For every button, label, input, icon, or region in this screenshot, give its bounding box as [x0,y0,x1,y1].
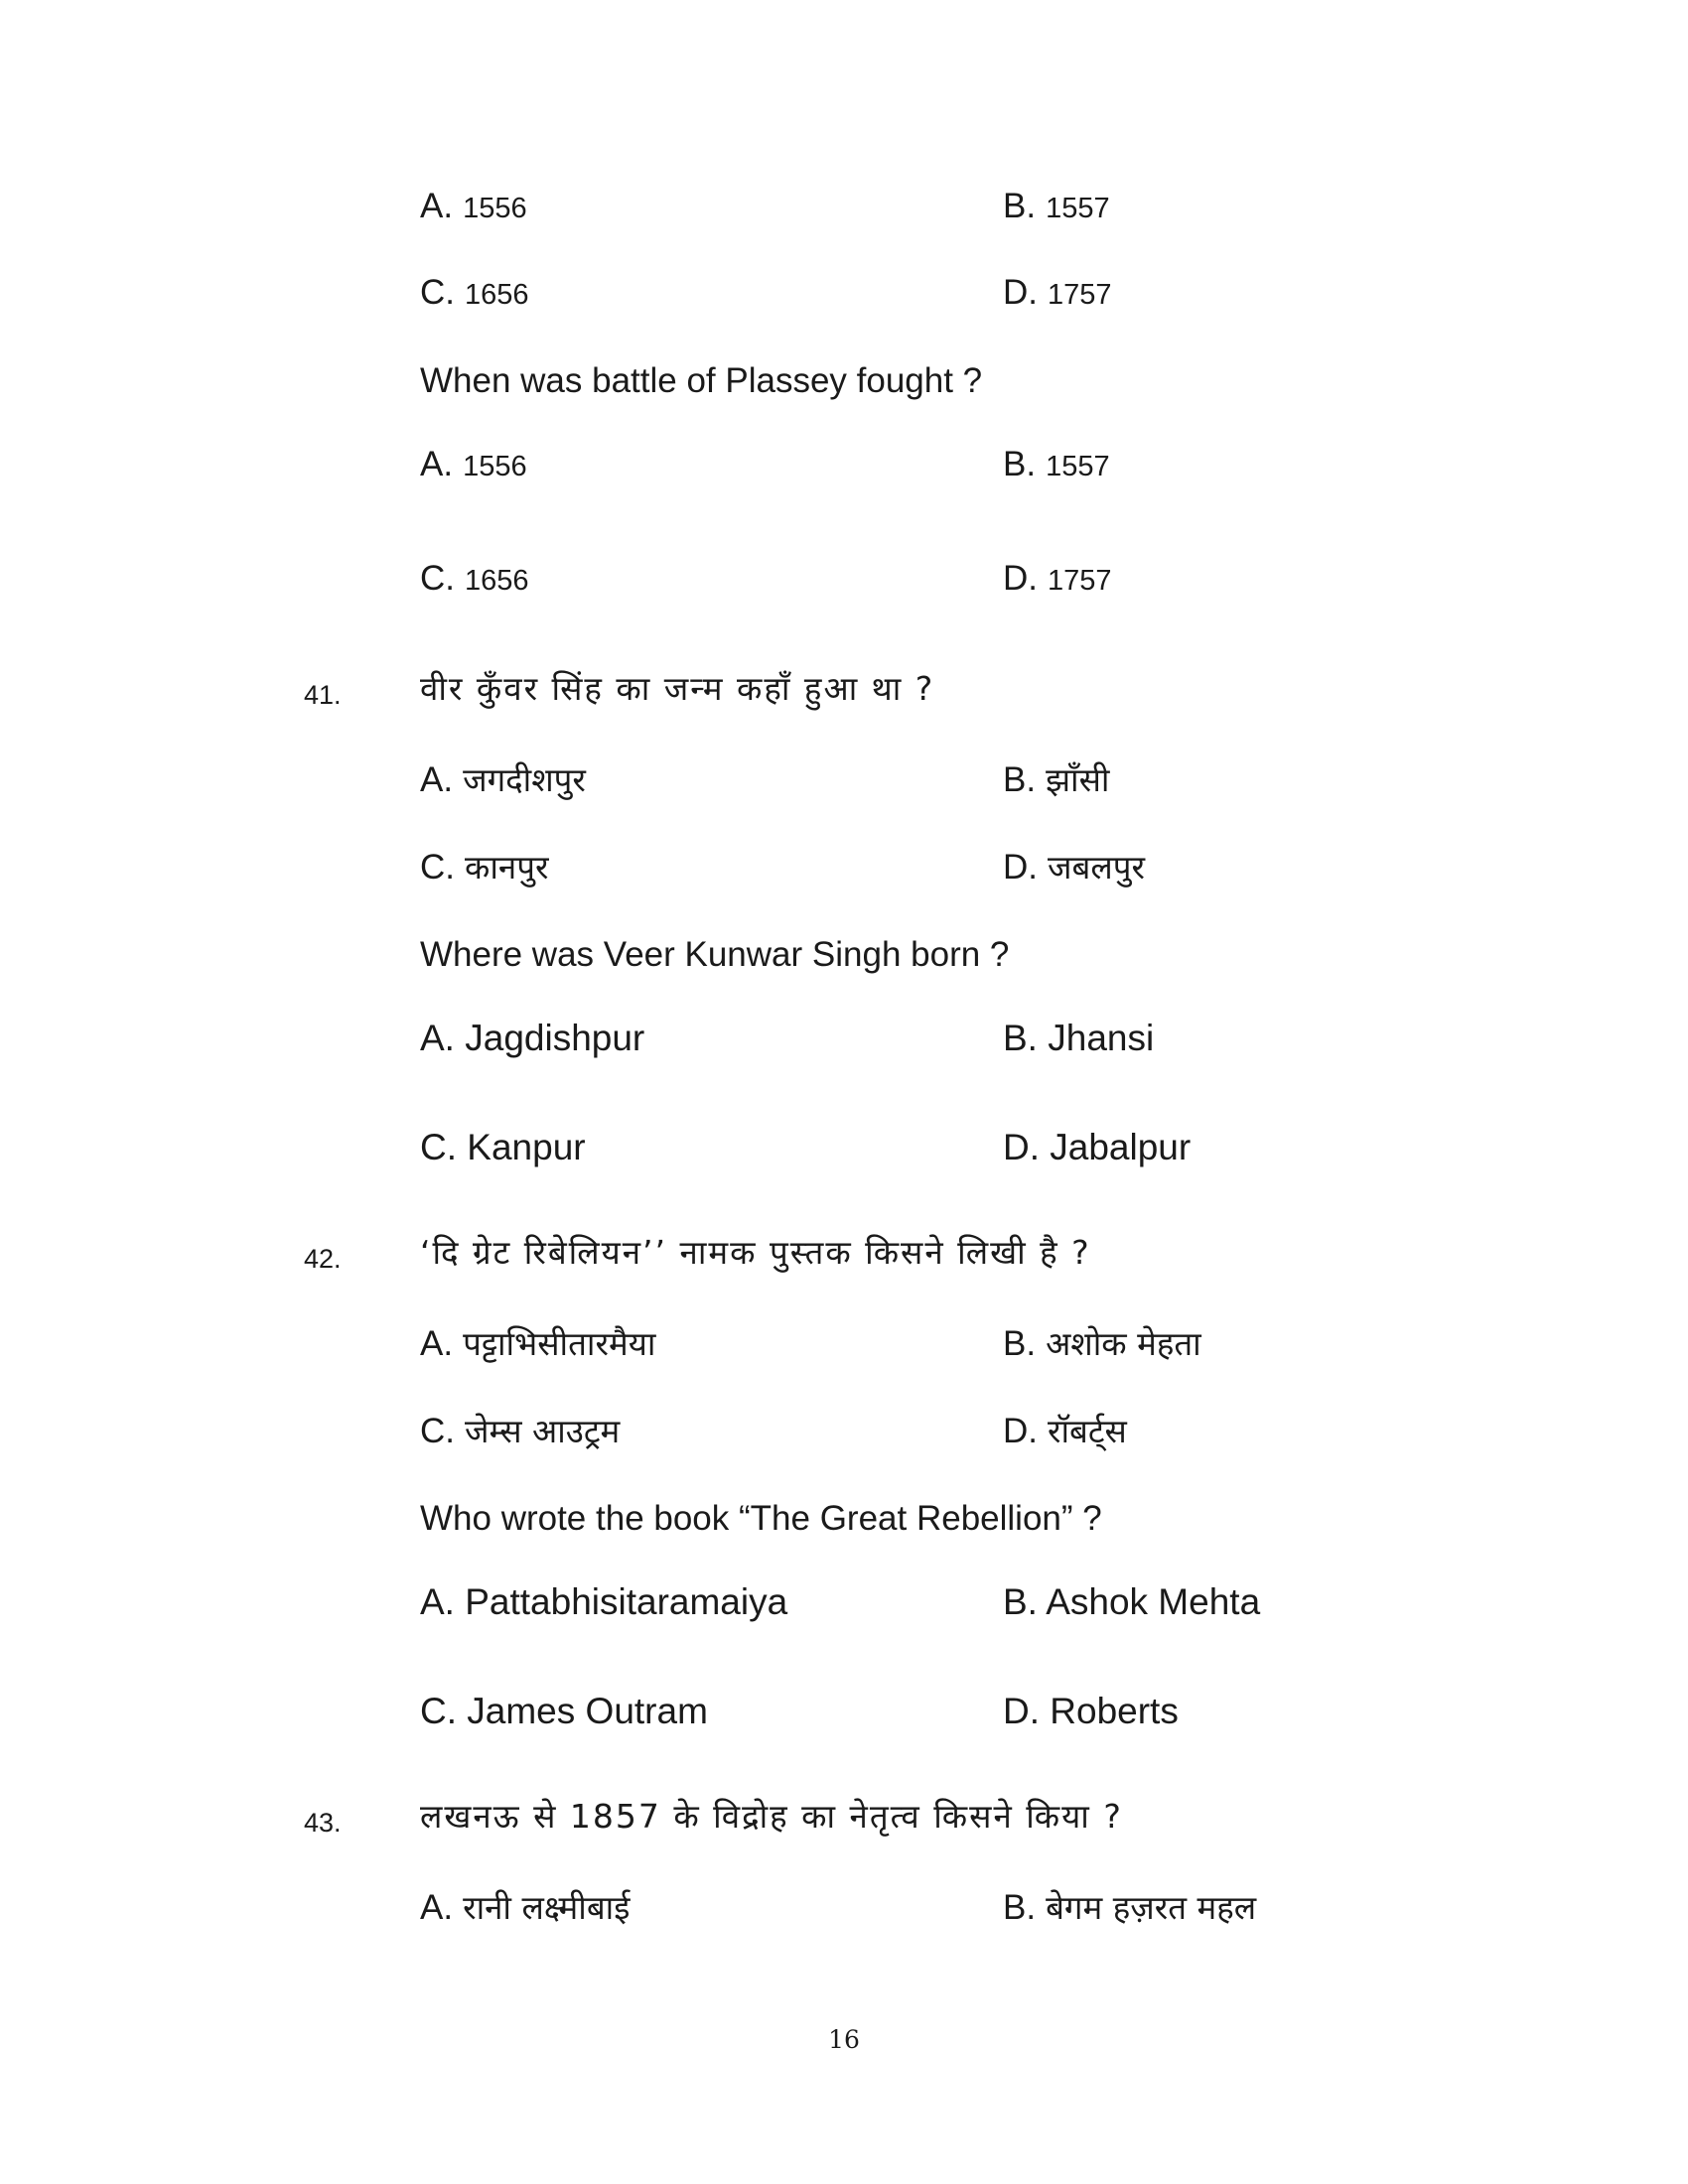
option-c-english: C. James Outram [420,1691,708,1731]
question-text-english: Who wrote the book “The Great Rebellion” ? [420,1499,1102,1538]
option-d-english: D. Roberts [1003,1691,1179,1731]
question-number: 41. [304,680,342,710]
option-b: B. अशोक मेहता [1003,1324,1201,1363]
option-d-english: D. 1757 [1003,559,1112,598]
option-a-english: A. Jagdishpur [420,1018,645,1058]
option-a: A. पट्टाभिसीतारमैया [420,1324,656,1363]
question-text-hindi: लखनऊ से 1857 के विद्रोह का नेतृत्व किसने किया ? [420,1797,1123,1836]
option-b: B. झाँसी [1003,760,1110,799]
option-c-english: C. 1656 [420,559,529,598]
question-number: 42. [304,1244,342,1274]
page-number: 16 [828,2025,860,2054]
option-b-english: B. Ashok Mehta [1003,1581,1261,1622]
option-d: D. जबलपुर [1003,848,1145,887]
option-a: A. 1556 [420,187,527,225]
option-c: C. 1656 [420,273,529,312]
option-a-english: A. Pattabhisitaramaiya [420,1581,788,1622]
option-d: D. 1757 [1003,273,1112,312]
option-b: B. 1557 [1003,187,1110,225]
option-a-english: A. 1556 [420,445,527,483]
option-d-english: D. Jabalpur [1003,1127,1192,1167]
question-text-hindi: वीर कुँवर सिंह का जन्म कहाँ हुआ था ? [420,669,935,708]
option-a: A. रानी लक्ष्मीबाई [420,1888,631,1927]
question-text-english: Where was Veer Kunwar Singh born ? [420,935,1010,974]
option-b-english: B. 1557 [1003,445,1110,483]
question-text-hindi: ‘दि ग्रेट रिबेलियन’’ नामक पुस्तक किसने लिखी है ? [420,1233,1091,1272]
question-number: 43. [304,1808,342,1838]
option-c-english: C. Kanpur [420,1127,586,1167]
option-c: C. जेम्स आउट्रम [420,1412,621,1450]
option-c: C. कानपुर [420,848,549,887]
option-a: A. जगदीशपुर [420,760,586,799]
option-d: D. रॉबर्ट्स [1003,1412,1127,1450]
question-text-english: When was battle of Plassey fought ? [420,361,983,400]
option-b: B. बेगम हज़रत महल [1003,1888,1257,1927]
option-b-english: B. Jhansi [1003,1018,1155,1058]
